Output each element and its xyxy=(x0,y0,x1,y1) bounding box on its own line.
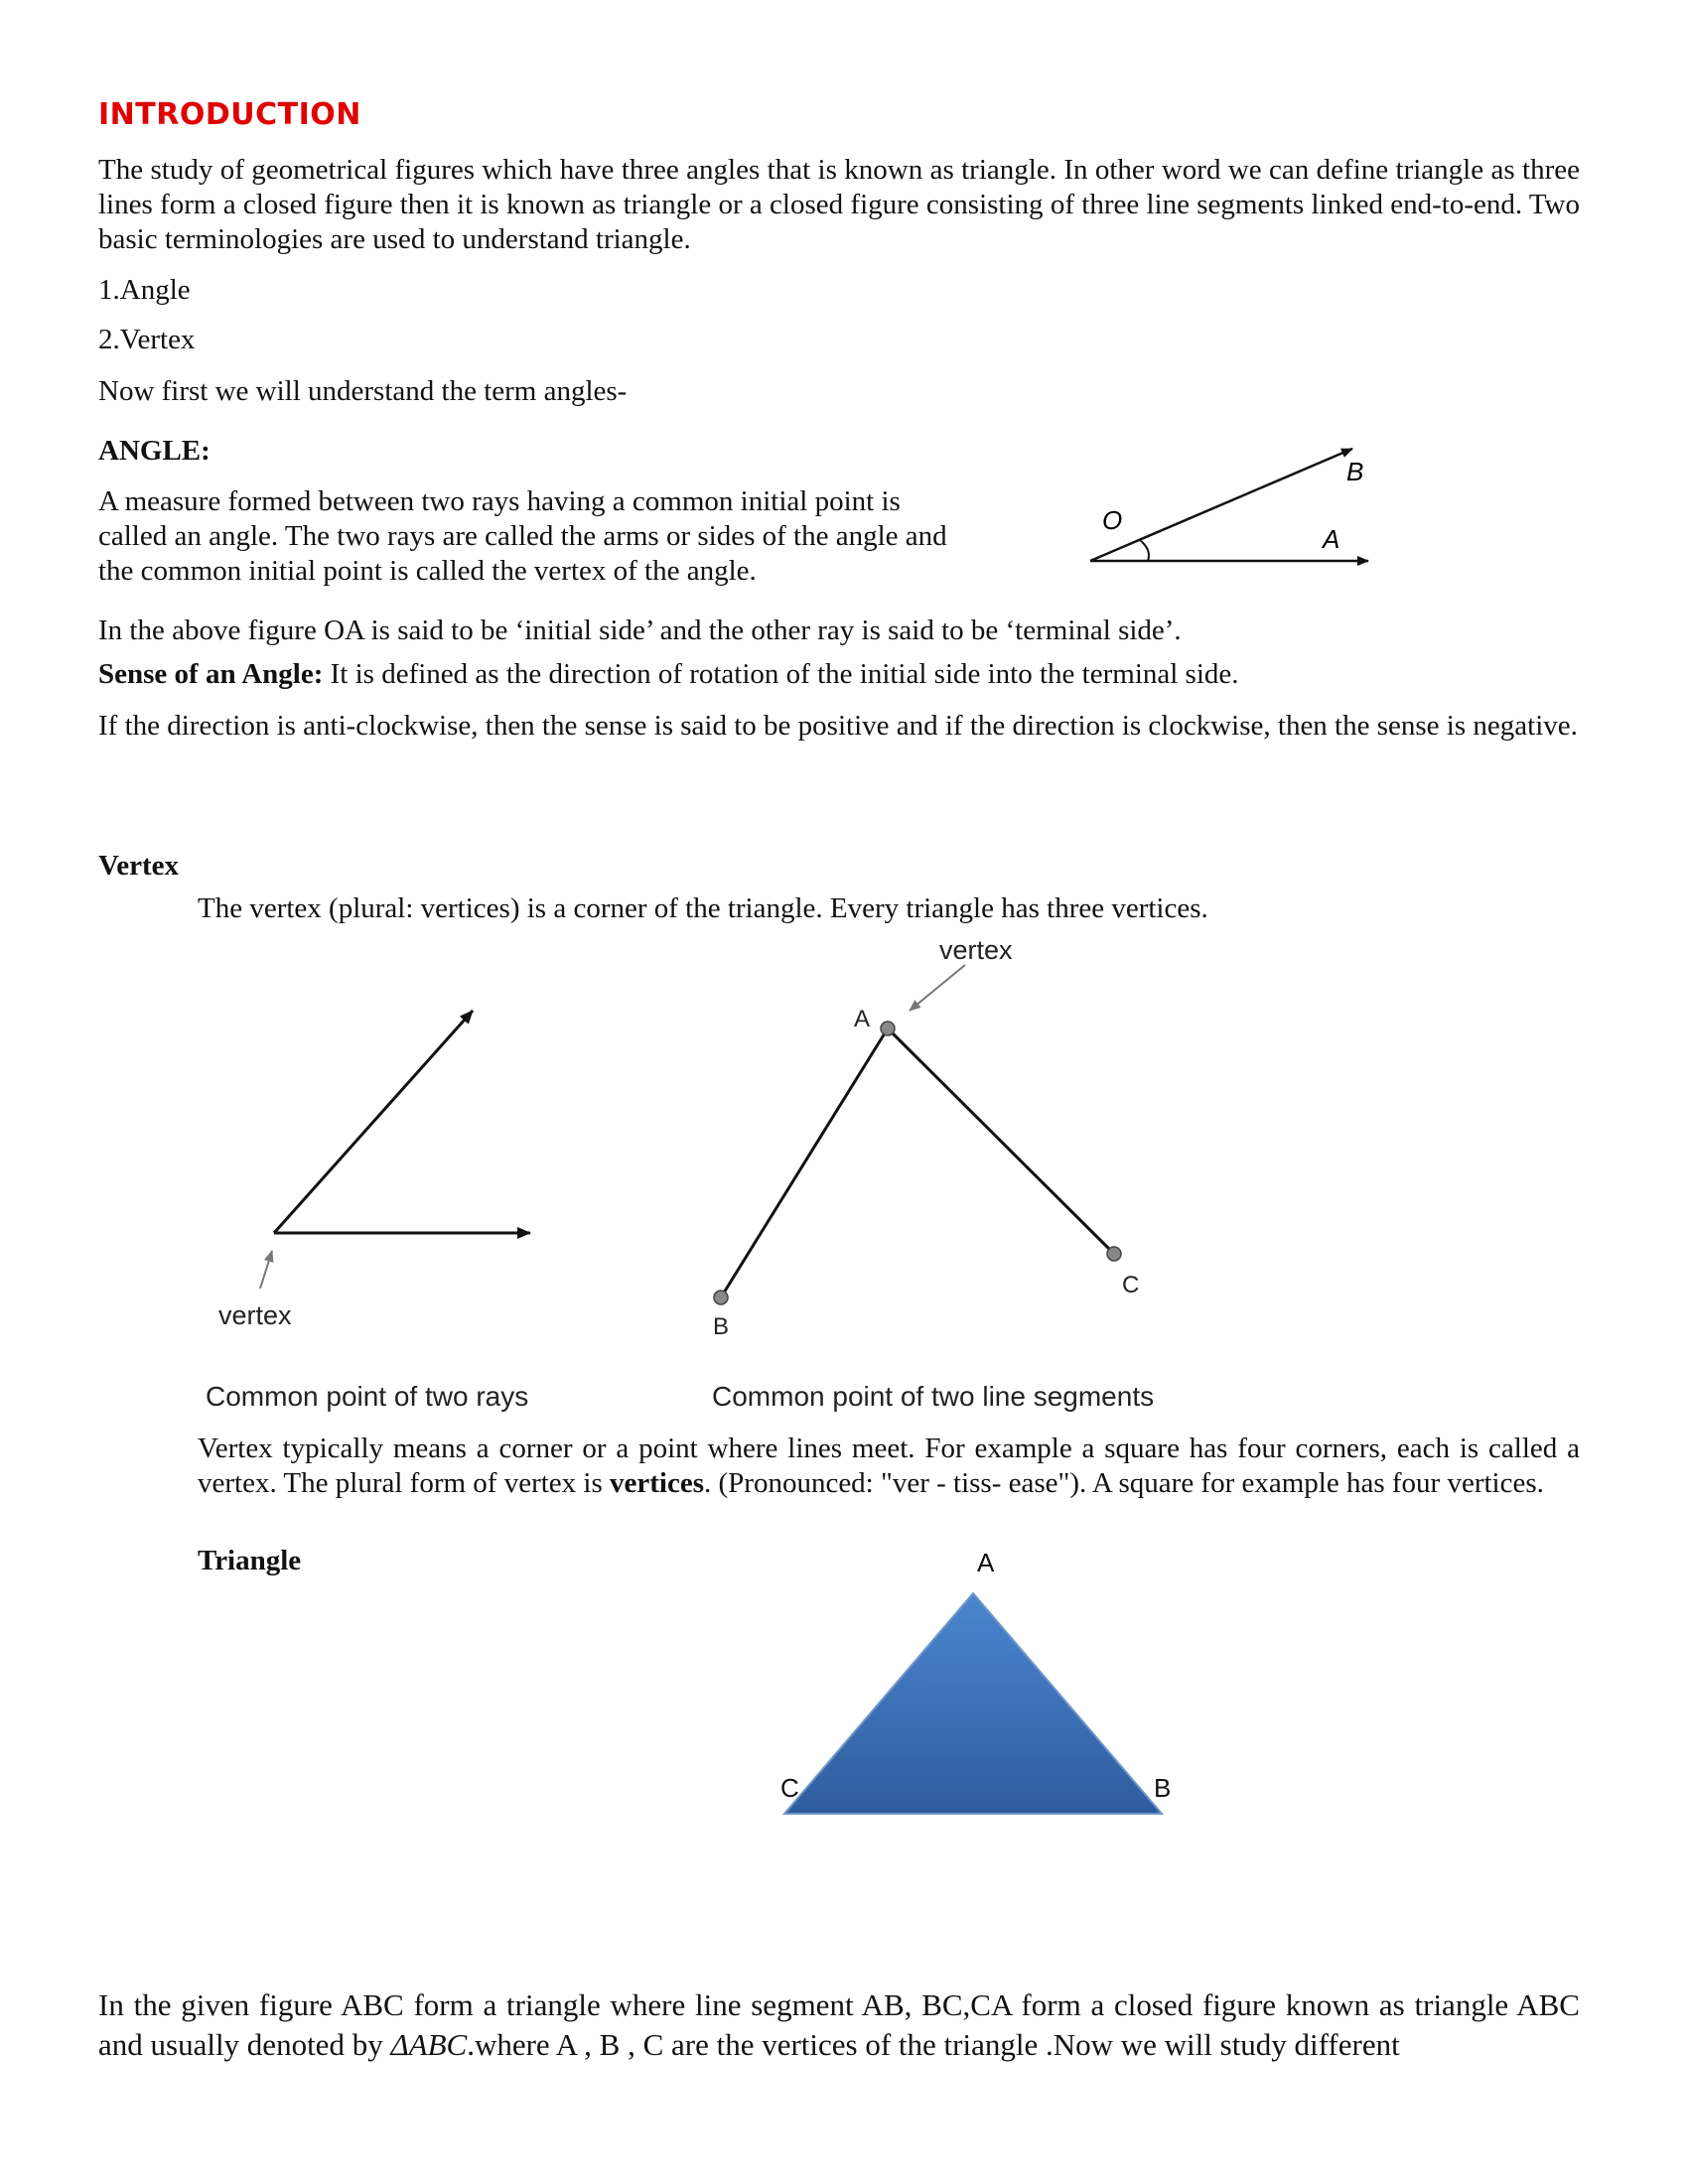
segment-ab xyxy=(721,1028,888,1297)
intro-lead: Now first we will understand the term angles- xyxy=(98,375,628,407)
sense-label: Sense of an Angle: xyxy=(98,658,324,690)
vertex-meaning-post: . (Pronounced: "ver - tiss- ease"). A square for example has four vertices. xyxy=(704,1467,1544,1499)
endpoint-c xyxy=(1107,1247,1121,1261)
angle-definition: A measure formed between two rays having a common initial point is called an angle. The two rays are called the arms or sides of the angle and the common initial point is called the vertex of the angle. xyxy=(98,485,947,587)
vertex-meaning xyxy=(198,1432,1580,1501)
label-c: C xyxy=(1122,1272,1140,1298)
label-a: A xyxy=(1323,524,1340,554)
vertex-meaning-bold: vertices xyxy=(610,1467,704,1499)
label-b: B xyxy=(1154,1773,1172,1803)
triangle-heading: Triangle xyxy=(198,1545,302,1576)
label-o: O xyxy=(1102,505,1123,535)
vertex-pointer-arrow xyxy=(260,1251,272,1289)
list-item-vertex: 2.Vertex xyxy=(98,324,196,355)
vertex-definition: The vertex (plural: vertices) is a corner of the triangle. Every triangle has three vertices. xyxy=(198,892,1208,924)
triangle-symbol: ΔABC xyxy=(390,2027,468,2062)
vertex-meaning-pre: Vertex typically means a corner or a point where lines meet. For example a square has four corners, each is called a vertex. The plural form of vertex is xyxy=(198,1433,1580,1499)
list-item-angle: 1.Angle xyxy=(98,274,191,306)
label-a: A xyxy=(854,1006,871,1032)
angle-figure xyxy=(1072,437,1390,576)
sides-note: In the above figure OA is said to be ‘initial side’ and the other ray is said to be ‘terminal side’. xyxy=(98,614,1182,646)
label-c: C xyxy=(780,1773,799,1803)
intro-paragraph: The study of geometrical figures which have three angles that is known as triangle. In other word we can define triangle as three lines form a closed figure then it is known as triangle or a closed figure consisting of three line segments linked end-to-end. Two basic terminologies are used to understand triangle. xyxy=(98,154,1580,255)
segments-figure xyxy=(695,923,1192,1350)
direction-text: If the direction is anti-clockwise, then the sense is said to be positive and if the direction is clockwise, then the sense is negative. xyxy=(98,710,1578,742)
triangle-abc xyxy=(784,1593,1162,1814)
vertex-point-a xyxy=(881,1022,895,1035)
vertex-heading: Vertex xyxy=(98,850,180,882)
segments-caption: Common point of two line segments xyxy=(712,1381,1155,1412)
intro-heading: INTRODUCTION xyxy=(98,97,361,132)
vertex-pointer-arrow xyxy=(910,965,965,1011)
angle-arc xyxy=(1140,540,1149,561)
terminal-ray xyxy=(1090,449,1352,561)
sense-line xyxy=(98,657,1239,692)
triangle-figure xyxy=(765,1534,1182,1832)
closing-pre: In the given figure ABC form a triangle where line segment AB, BC,CA form a closed figure known as triangle ABC and usually denoted by xyxy=(98,1987,1580,2062)
segments-vertex-label: vertex xyxy=(939,935,1013,965)
closing-paragraph xyxy=(98,1985,1580,2065)
rays-figure xyxy=(199,993,556,1350)
sense-text: It is defined as the direction of rotation of the initial side into the terminal side. xyxy=(323,658,1239,690)
ray-up xyxy=(274,1011,473,1233)
label-b: B xyxy=(1346,457,1364,486)
label-b: B xyxy=(713,1313,730,1340)
rays-caption: Common point of two rays xyxy=(206,1381,529,1412)
angle-heading: ANGLE: xyxy=(98,435,211,467)
endpoint-b xyxy=(714,1291,728,1304)
rays-vertex-label: vertex xyxy=(218,1300,292,1330)
closing-post: .where A , B , C are the vertices of the triangle .Now we will study different xyxy=(467,2027,1400,2062)
segment-ac xyxy=(888,1028,1114,1254)
label-a: A xyxy=(977,1548,995,1577)
